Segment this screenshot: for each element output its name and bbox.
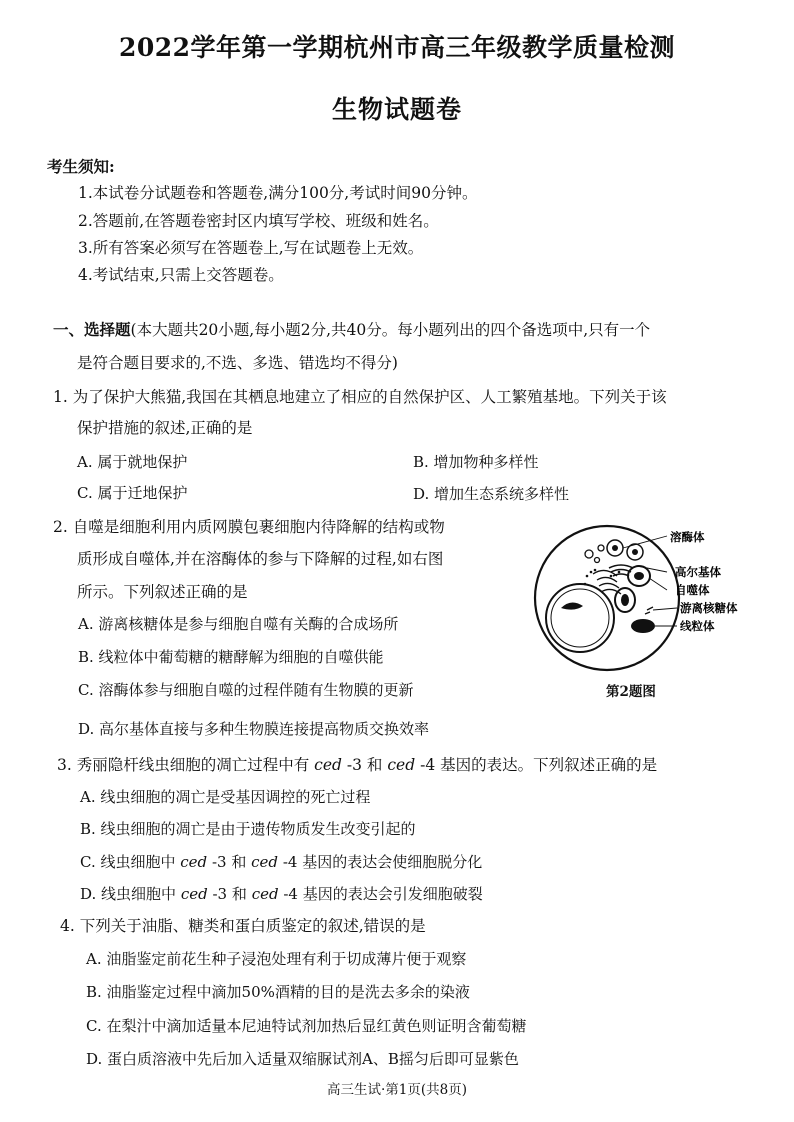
section-desc: (本大题共20小题,每小题2分,共40分。每小题列出的四个备选项中,只有一个 xyxy=(130,321,651,339)
lysosome-core xyxy=(612,545,618,551)
gene-name: ced xyxy=(387,756,416,774)
question-1-option-d: D. 增加生态系统多样性 xyxy=(413,485,570,503)
question-4-stem: 4. 下列关于油脂、糖类和蛋白质鉴定的叙述,错误的是 xyxy=(60,917,426,935)
question-3-stem xyxy=(57,753,657,775)
vesicle xyxy=(585,550,593,558)
option-d-suffix: 基因的表达会引发细胞破裂 xyxy=(302,885,483,903)
section-heading xyxy=(53,318,650,340)
cell-autophagy-figure xyxy=(527,514,757,684)
question-4-option-b: B. 油脂鉴定过程中滴加50%酒精的目的是洗去多余的染液 xyxy=(86,983,470,1001)
gene-name: ced xyxy=(251,885,279,903)
mitochondrion xyxy=(631,619,655,633)
nucleus xyxy=(546,584,614,652)
question-1-option-b: B. 增加物种多样性 xyxy=(413,453,539,471)
option-c-suffix: 基因的表达会使细胞脱分化 xyxy=(302,853,483,871)
figure-caption: 第2题图 xyxy=(606,684,656,700)
conjunction: 和 xyxy=(231,853,247,871)
gene-number: -4 xyxy=(282,853,298,871)
conjunction: 和 xyxy=(231,885,247,903)
exam-title: 2022学年第一学期杭州市高三年级教学质量检测 xyxy=(118,33,676,62)
figure-label-lysosome: 溶酶体 xyxy=(670,530,705,544)
option-d-prefix: D. 线虫细胞中 xyxy=(80,885,177,903)
figure-label-free-ribosome: 游离核糖体 xyxy=(680,601,738,615)
gene-name: ced xyxy=(180,853,208,871)
question-2-stem-line2: 质形成自噬体,并在溶酶体的参与下降解的过程,如右图 xyxy=(77,550,444,568)
question-3-option-b: B. 线虫细胞的凋亡是由于遗传物质发生改变引起的 xyxy=(80,820,416,838)
notice-item: 1.本试卷分试题卷和答题卷,满分100分,考试时间90分钟。 xyxy=(78,184,478,202)
question-4-option-c: C. 在梨汁中滴加适量本尼迪特试剂加热后显红黄色则证明含葡萄糖 xyxy=(86,1017,527,1035)
gene-number: -4 xyxy=(283,885,298,903)
question-3-option-a: A. 线虫细胞的凋亡是受基因调控的死亡过程 xyxy=(80,788,371,806)
question-1-option-c: C. 属于迁地保护 xyxy=(77,484,188,502)
question-4-option-a: A. 油脂鉴定前花生种子浸泡处理有利于切成薄片便于观察 xyxy=(86,950,467,968)
free-ribosome xyxy=(645,607,653,614)
question-4-option-d: D. 蛋白质溶液中先后加入适量双缩脲试剂A、B摇匀后即可显紫色 xyxy=(86,1050,519,1068)
gene-number: -4 xyxy=(420,756,436,774)
question-3-option-c xyxy=(80,851,482,872)
gene-name: ced xyxy=(251,853,279,871)
notice-item: 3.所有答案必须写在答题卷上,写在试题卷上无效。 xyxy=(78,239,424,257)
section-desc-line2: 是符合题目要求的,不选、多选、错选均不得分) xyxy=(77,354,398,372)
question-1-stem: 1. 为了保护大熊猫,我国在其栖息地建立了相应的自然保护区、人工繁殖基地。下列关于该 xyxy=(53,388,667,406)
gene-name: ced xyxy=(314,756,342,774)
question-2-stem: 2. 自噬是细胞利用内质网膜包裹细胞内待降解的结构或物 xyxy=(53,518,445,536)
gene-number: -3 xyxy=(211,853,227,871)
notice-item: 4.考试结束,只需上交答题卷。 xyxy=(78,266,284,284)
option-c-prefix: C. 线虫细胞中 xyxy=(80,853,176,871)
page-footer: 高三生试·第1页(共8页) xyxy=(326,1082,467,1098)
question-2-option-d: D. 高尔基体直接与多种生物膜连接提高物质交换效率 xyxy=(78,720,430,738)
question-1-option-a: A. 属于就地保护 xyxy=(77,453,188,471)
vesicle xyxy=(598,545,604,551)
notice-heading: 考生须知: xyxy=(47,157,115,176)
figure-label-golgi: 高尔基体 xyxy=(675,565,721,579)
gene-number: -3 xyxy=(346,756,362,774)
gene-name: ced xyxy=(180,885,208,903)
section-label: 一、选择题 xyxy=(53,320,131,339)
question-3-option-d xyxy=(80,883,483,904)
question-2-option-a: A. 游离核糖体是参与细胞自噬有关酶的合成场所 xyxy=(78,615,399,633)
figure-label-autophagosome: 自噬体 xyxy=(675,583,710,597)
figure-label-mitochondrion: 线粒体 xyxy=(680,619,715,633)
conjunction: 和 xyxy=(366,756,383,774)
question-2-option-c: C. 溶酶体参与细胞自噬的过程伴随有生物膜的更新 xyxy=(78,681,414,699)
gene-number: -3 xyxy=(212,885,228,903)
notice-item: 2.答题前,在答题卷密封区内填写学校、班级和姓名。 xyxy=(78,212,439,230)
question-2-stem-line3: 所示。下列叙述正确的是 xyxy=(77,583,248,601)
question-3-stem-b: 基因的表达。下列叙述正确的是 xyxy=(440,756,658,774)
vesicle xyxy=(595,558,600,563)
question-1-stem-line2: 保护措施的叙述,正确的是 xyxy=(77,419,253,437)
question-3-stem-a: 3. 秀丽隐杆线虫细胞的凋亡过程中有 xyxy=(57,756,310,774)
exam-subtitle: 生物试题卷 xyxy=(331,95,462,124)
question-2-option-b: B. 线粒体中葡萄糖的糖酵解为细胞的自噬供能 xyxy=(78,648,384,666)
